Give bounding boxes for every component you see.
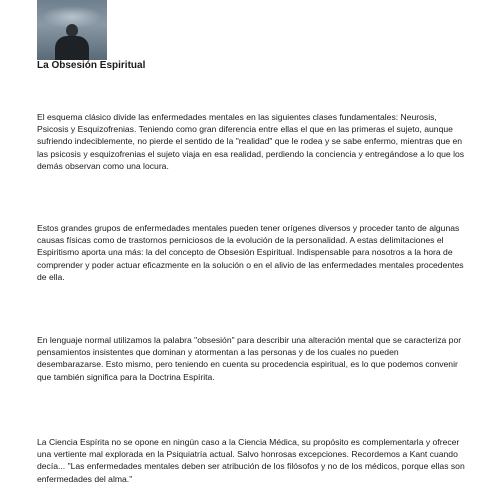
paragraph-science: La Ciencia Espírita no se opone en ningún caso a la Ciencia Médica, su propósito es complementarla y ofrecer una vertiente mal explorada en la Psiquiatría actual. Salvo honrosas excepciones. Recordemos a Kant cuando decía... "Las enfermedades mentales deben ser atribución de los filósofos y no de los médicos, porque ellas son enfermedades del alma." — [37, 437, 465, 484]
paragraph-origins: Estos grandes grupos de enfermedades mentales pueden tener orígenes diversos y proceder tanto de algunas causas físicas como de trastornos perniciosos de la evolución de la personalidad. A estas delimitaciones el Espiritismo aporta una más: la del concepto de Obsesión Espiritual. Indispensable para nosotros a la hora de comprender y poder actuar eficazmente en la solución o en el alivio de las enfermedades mentales procedentes de ella. — [37, 223, 464, 282]
header-photo — [37, 0, 107, 60]
figure-torso — [55, 36, 89, 60]
paragraph-neurosis: El esquema clásico divide las enfermedades mentales en las siguientes clases fundamentales: Neurosis, Psicosis y Esquizofrenias. Teniendo como gran diferencia entre ellas el que en las primeras el sujeto, aunque sufriendo indeciblemente, no pierde el sentido de la "realidad" que le rodea y se sabe enfermo, mientras que en las psicosis y esquizofrenias el sujeto viaja en esa realidad, perdiendo la conciencia y entregándose a lo que los demás observan como una locura. — [37, 112, 465, 171]
document-title: La Obsesión Espiritual — [37, 60, 146, 71]
paragraph-obsession: En lenguaje normal utilizamos la palabra "obsesión" para describir una alteración mental que se caracteriza por pensamientos insistentes que dominan y atormentan a las personas y de los cuales no pueden desembarazarse. Esto mismo, pero teniendo en cuenta su procedencia espiritual, es lo que podemos convenir que también significa para la Doctrina Espírita. — [37, 335, 462, 382]
